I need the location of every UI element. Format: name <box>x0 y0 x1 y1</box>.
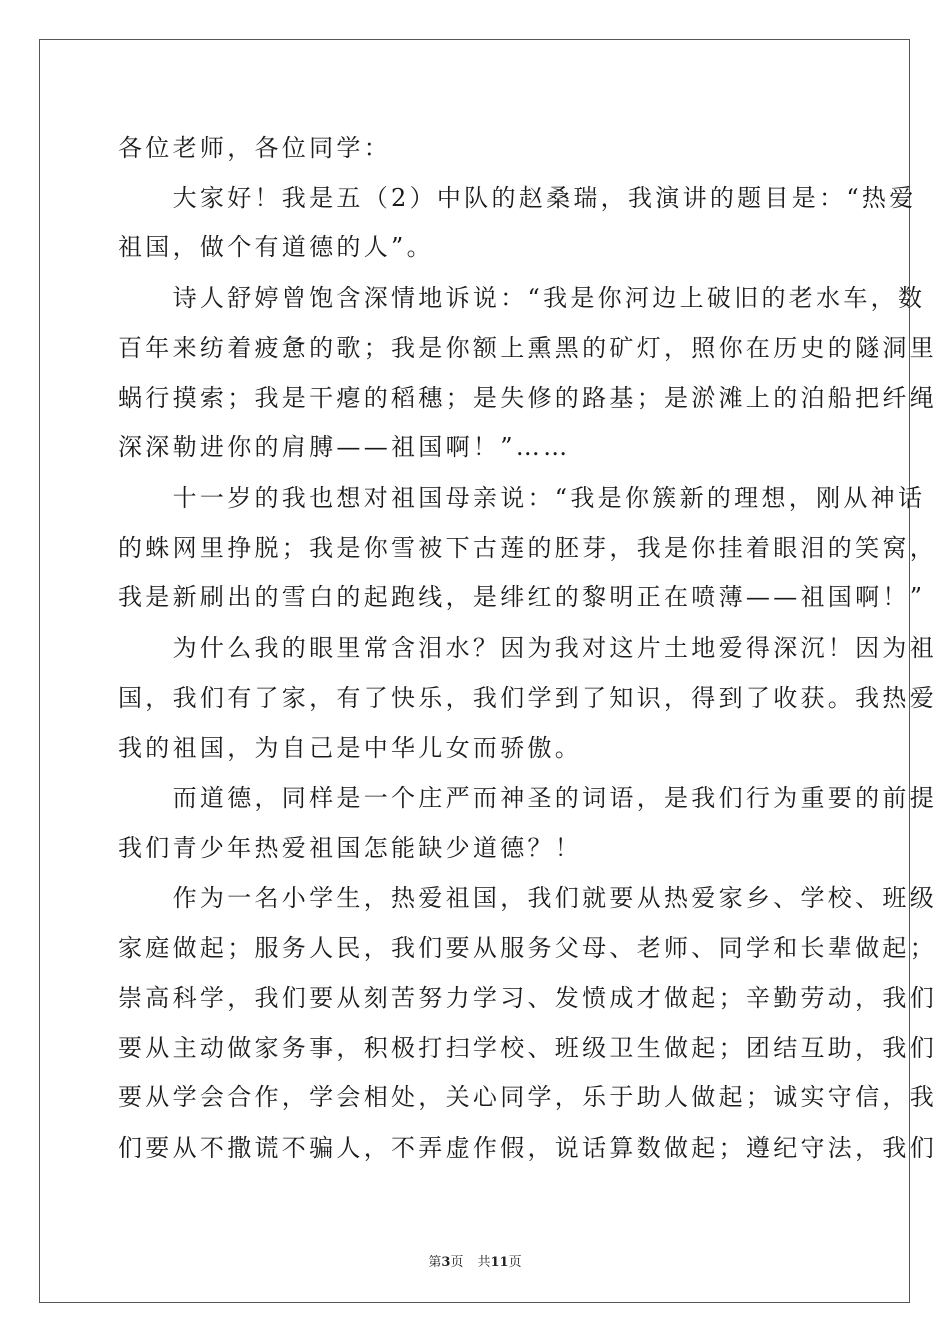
text-line: 各位老师，各位同学： <box>118 134 391 162</box>
page-suffix: 页 <box>450 1255 464 1270</box>
text-line: 百年来纺着疲惫的歌；我是你额上熏黑的矿灯，照你在历史的隧洞里 <box>118 334 937 362</box>
text-line: 国，我们有了家，有了快乐，我们学到了知识，得到了收获。我热爱 <box>118 684 937 712</box>
total-suffix: 页 <box>508 1255 522 1270</box>
text-line: 家庭做起；服务人民，我们要从服务父母、老师、同学和长辈做起； <box>118 934 937 962</box>
page-footer <box>0 1251 950 1270</box>
text-line: 深深勒进你的肩膊——祖国啊！”…… <box>118 433 571 461</box>
text-line: 而道德，同样是一个庄严而神圣的词语，是我们行为重要的前提 <box>118 784 937 812</box>
text-line: 大家好！我是五（2）中队的赵桑瑞，我演讲的题目是：“热爱 <box>118 184 917 212</box>
text-line: 我是新刷出的雪白的起跑线，是绯红的黎明正在喷薄——祖国啊！” <box>118 583 926 611</box>
text-line: 要从学会合作，学会相处，关心同学，乐于助人做起；诚实守信，我 <box>118 1083 937 1111</box>
text-line: 为什么我的眼里常含泪水？因为我对这片土地爱得深沉！因为祖 <box>118 634 937 662</box>
text-line: 的蛛网里挣脱；我是你雪被下古莲的胚芽，我是你挂着眼泪的笑窝， <box>118 534 937 562</box>
text-line: 崇高科学，我们要从刻苦努力学习、发愤成才做起；辛勤劳动，我们 <box>118 984 937 1012</box>
text-line: 蜗行摸索；我是干瘪的稻穗；是失修的路基；是淤滩上的泊船把纤绳 <box>118 384 937 412</box>
text-line: 要从主动做家务事，积极打扫学校、班级卫生做起；团结互助，我们 <box>118 1034 937 1062</box>
text-line: 我的祖国，为自己是中华儿女而骄傲。 <box>118 734 583 762</box>
text-line: 我们青少年热爱祖国怎能缺少道德？！ <box>118 834 583 862</box>
text-line: 作为一名小学生，热爱祖国，我们就要从热爱家乡、学校、班级 <box>118 884 937 912</box>
total-pages: 11 <box>490 1255 509 1270</box>
text-line: 祖国，做个有道德的人”。 <box>118 233 434 261</box>
total-prefix: 共 <box>477 1255 491 1270</box>
page-number: 3 <box>441 1255 451 1270</box>
text-line: 们要从不撒谎不骗人，不弄虚作假，说话算数做起；遵纪守法，我们 <box>118 1134 937 1162</box>
text-line: 诗人舒婷曾饱含深情地诉说：“我是你河边上破旧的老水车，数 <box>118 284 926 312</box>
page-prefix: 第 <box>428 1255 442 1270</box>
page-border <box>39 39 910 1303</box>
text-line: 十一岁的我也想对祖国母亲说：“我是你簇新的理想，刚从神话 <box>118 484 926 512</box>
